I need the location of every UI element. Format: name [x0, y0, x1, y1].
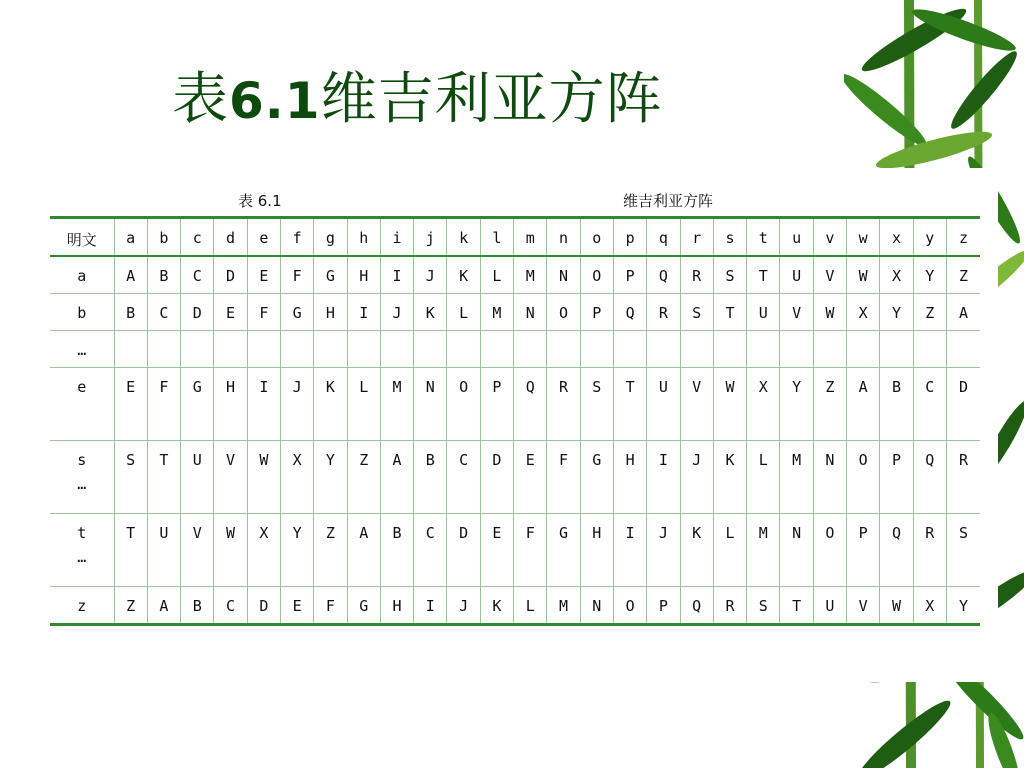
table-cell: A: [147, 587, 180, 625]
table-cell: F: [514, 514, 547, 587]
table-cell: S: [680, 294, 713, 331]
table-cell: S: [114, 441, 147, 514]
table-cell: V: [181, 514, 214, 587]
table-cell: D: [447, 514, 480, 587]
table-cell: I: [247, 368, 280, 441]
table-cell: M: [380, 368, 413, 441]
row-label-text: …: [77, 341, 87, 359]
table-cell: O: [547, 294, 580, 331]
row-label: [50, 256, 114, 294]
row-label-text: e: [77, 378, 87, 396]
table-cell: T: [114, 514, 147, 587]
table-cell: X: [247, 514, 280, 587]
table-cell: [181, 331, 214, 368]
table-cell: J: [414, 256, 447, 294]
table-cell: S: [580, 368, 613, 441]
row-label: [50, 514, 114, 587]
table-cell: S: [946, 514, 980, 587]
table-cell: A: [114, 256, 147, 294]
table-cell: Q: [514, 368, 547, 441]
table-row: [50, 331, 980, 368]
table-cell: T: [147, 441, 180, 514]
table-row: [50, 294, 980, 331]
header-cell-c: c: [181, 218, 214, 257]
table-cell: F: [147, 368, 180, 441]
table-cell: M: [514, 256, 547, 294]
table-cell: T: [780, 587, 813, 625]
table-cell: W: [813, 294, 846, 331]
title-suffix: 维吉利亚方阵: [320, 67, 663, 132]
header-cell-j: j: [414, 218, 447, 257]
header-cell-k: k: [447, 218, 480, 257]
title-number: 6.1: [229, 72, 321, 130]
table-cell: [414, 331, 447, 368]
table-cell: Q: [680, 587, 713, 625]
table-cell: [247, 331, 280, 368]
table-cell: E: [280, 587, 313, 625]
table-cell: L: [514, 587, 547, 625]
table-cell: [347, 331, 380, 368]
table-cell: L: [347, 368, 380, 441]
table-cell: Z: [114, 587, 147, 625]
table-cell: Q: [613, 294, 646, 331]
header-cell-b: b: [147, 218, 180, 257]
vigenere-table-image: [40, 168, 998, 682]
row-label: [50, 368, 114, 441]
table-cell: Z: [813, 368, 846, 441]
table-cell: [380, 331, 413, 368]
table-row: [50, 587, 980, 625]
table-cell: U: [780, 256, 813, 294]
table-cell: U: [181, 441, 214, 514]
title-prefix: 表: [172, 67, 229, 132]
table-row: [50, 441, 980, 514]
table-cell: P: [480, 368, 513, 441]
table-cell: W: [214, 514, 247, 587]
table-cell: P: [647, 587, 680, 625]
table-cell: F: [280, 256, 313, 294]
table-cell: E: [247, 256, 280, 294]
header-cell-p: p: [613, 218, 646, 257]
table-cell: S: [747, 587, 780, 625]
table-cell: Y: [913, 256, 946, 294]
header-cell-w: w: [847, 218, 880, 257]
table-cell: B: [114, 294, 147, 331]
table-cell: J: [647, 514, 680, 587]
slide-title: [172, 67, 663, 132]
table-cell: J: [447, 587, 480, 625]
table-caption-title: 维吉利亚方阵: [623, 192, 714, 210]
table-cell: L: [480, 256, 513, 294]
table-cell: D: [214, 256, 247, 294]
table-cell: B: [880, 368, 913, 441]
header-cell-x: x: [880, 218, 913, 257]
table-cell: K: [314, 368, 347, 441]
table-cell: F: [547, 441, 580, 514]
table-cell: R: [547, 368, 580, 441]
header-cell-l: l: [480, 218, 513, 257]
table-cell: H: [314, 294, 347, 331]
row-label: [50, 294, 114, 331]
table-cell: D: [480, 441, 513, 514]
table-cell: B: [147, 256, 180, 294]
table-cell: W: [247, 441, 280, 514]
table-cell: A: [847, 368, 880, 441]
table-cell: F: [314, 587, 347, 625]
table-cell: O: [613, 587, 646, 625]
table-cell: Z: [946, 256, 980, 294]
table-cell: K: [414, 294, 447, 331]
table-cell: I: [647, 441, 680, 514]
table-cell: [114, 331, 147, 368]
table-cell: V: [813, 256, 846, 294]
table-cell: U: [147, 514, 180, 587]
table-cell: H: [580, 514, 613, 587]
table-cell: X: [747, 368, 780, 441]
table-cell: [480, 331, 513, 368]
table-cell: M: [547, 587, 580, 625]
row-label-text: a: [77, 267, 87, 285]
table-cell: [680, 331, 713, 368]
table-cell: X: [880, 256, 913, 294]
table-cell: [813, 331, 846, 368]
table-cell: Q: [880, 514, 913, 587]
table-cell: A: [347, 514, 380, 587]
header-cell-a: a: [114, 218, 147, 257]
table-cell: V: [214, 441, 247, 514]
table-cell: P: [613, 256, 646, 294]
table-cell: [713, 331, 746, 368]
table-cell: H: [613, 441, 646, 514]
table-cell: K: [447, 256, 480, 294]
table-cell: R: [713, 587, 746, 625]
header-cell-s: s: [713, 218, 746, 257]
table-cell: C: [414, 514, 447, 587]
table-cell: J: [680, 441, 713, 514]
table-cell: U: [647, 368, 680, 441]
table-cell: B: [414, 441, 447, 514]
table-cell: P: [847, 514, 880, 587]
header-cell-q: q: [647, 218, 680, 257]
table-row: [50, 514, 980, 587]
table-cell: Q: [647, 256, 680, 294]
table-cell: L: [747, 441, 780, 514]
table-cell: R: [913, 514, 946, 587]
table-cell: O: [580, 256, 613, 294]
table-cell: R: [946, 441, 980, 514]
table-cell: U: [747, 294, 780, 331]
table-cell: [847, 331, 880, 368]
table-header-row: [50, 218, 980, 257]
table-cell: Z: [314, 514, 347, 587]
table-cell: [880, 331, 913, 368]
table-cell: H: [214, 368, 247, 441]
header-cell-z: z: [946, 218, 980, 257]
table-cell: G: [181, 368, 214, 441]
table-cell: N: [414, 368, 447, 441]
table-cell: [780, 331, 813, 368]
table-cell: C: [147, 294, 180, 331]
table-cell: I: [347, 294, 380, 331]
table-cell: X: [847, 294, 880, 331]
table-cell: G: [347, 587, 380, 625]
row-label: [50, 587, 114, 625]
table-cell: [613, 331, 646, 368]
table-cell: X: [913, 587, 946, 625]
table-cell: I: [613, 514, 646, 587]
table-cell: Y: [280, 514, 313, 587]
table-cell: T: [747, 256, 780, 294]
table-cell: B: [380, 514, 413, 587]
header-cell-n: n: [547, 218, 580, 257]
table-cell: X: [280, 441, 313, 514]
table-cell: M: [480, 294, 513, 331]
table-cell: H: [347, 256, 380, 294]
table-cell: C: [181, 256, 214, 294]
table-cell: [547, 331, 580, 368]
table-cell: J: [280, 368, 313, 441]
header-cell-i: i: [380, 218, 413, 257]
table-cell: [147, 331, 180, 368]
table-cell: Y: [780, 368, 813, 441]
table-cell: T: [613, 368, 646, 441]
table-cell: [580, 331, 613, 368]
header-cell-f: f: [280, 218, 313, 257]
table-cell: M: [747, 514, 780, 587]
table-cell: I: [380, 256, 413, 294]
table-cell: Z: [913, 294, 946, 331]
header-cell-r: r: [680, 218, 713, 257]
table-cell: I: [414, 587, 447, 625]
table-cell: G: [580, 441, 613, 514]
table-cell: O: [813, 514, 846, 587]
table-cell: D: [946, 368, 980, 441]
table-cell: E: [514, 441, 547, 514]
table-cell: Y: [946, 587, 980, 625]
header-cell-v: v: [813, 218, 846, 257]
table-cell: L: [713, 514, 746, 587]
header-cell-plaintext: 明文: [50, 218, 114, 257]
table-cell: H: [380, 587, 413, 625]
table-cell: O: [447, 368, 480, 441]
table-cell: K: [480, 587, 513, 625]
table-cell: C: [214, 587, 247, 625]
row-label-continuation: …: [77, 475, 87, 493]
table-caption-number: 表 6.1: [238, 192, 282, 210]
table-cell: U: [813, 587, 846, 625]
table-cell: K: [680, 514, 713, 587]
header-cell-e: e: [247, 218, 280, 257]
table-cell: [214, 331, 247, 368]
row-label-text: b: [77, 304, 87, 322]
table-cell: F: [247, 294, 280, 331]
table-cell: A: [380, 441, 413, 514]
row-label-continuation: …: [77, 548, 87, 566]
table-cell: W: [847, 256, 880, 294]
table-cell: N: [547, 256, 580, 294]
table-cell: Z: [347, 441, 380, 514]
table-cell: M: [780, 441, 813, 514]
table-cell: C: [913, 368, 946, 441]
table-cell: V: [680, 368, 713, 441]
table-cell: O: [847, 441, 880, 514]
table-cell: Y: [314, 441, 347, 514]
header-cell-d: d: [214, 218, 247, 257]
table-cell: T: [713, 294, 746, 331]
table-cell: R: [647, 294, 680, 331]
header-cell-o: o: [580, 218, 613, 257]
table-cell: E: [480, 514, 513, 587]
table-cell: R: [680, 256, 713, 294]
header-cell-t: t: [747, 218, 780, 257]
table-cell: N: [580, 587, 613, 625]
table-cell: D: [247, 587, 280, 625]
row-label-text: t: [77, 524, 87, 542]
header-cell-h: h: [347, 218, 380, 257]
table-cell: G: [314, 256, 347, 294]
table-cell: G: [547, 514, 580, 587]
table-cell: G: [280, 294, 313, 331]
row-label: [50, 331, 114, 368]
table-cell: [946, 331, 980, 368]
table-cell: [913, 331, 946, 368]
row-label-text: s: [77, 451, 87, 469]
table-cell: P: [580, 294, 613, 331]
table-cell: L: [447, 294, 480, 331]
header-cell-g: g: [314, 218, 347, 257]
row-label-text: z: [77, 597, 87, 615]
table-cell: S: [713, 256, 746, 294]
table-row: [50, 256, 980, 294]
row-label: [50, 441, 114, 514]
header-cell-y: y: [913, 218, 946, 257]
table-cell: N: [813, 441, 846, 514]
header-cell-u: u: [780, 218, 813, 257]
table-cell: [447, 331, 480, 368]
table-cell: C: [447, 441, 480, 514]
table-cell: B: [181, 587, 214, 625]
header-cell-m: m: [514, 218, 547, 257]
table-cell: N: [780, 514, 813, 587]
table-cell: D: [181, 294, 214, 331]
vigenere-square-table: [50, 216, 980, 626]
table-row: [50, 368, 980, 441]
table-cell: [314, 331, 347, 368]
table-cell: [647, 331, 680, 368]
table-cell: Q: [913, 441, 946, 514]
table-cell: [514, 331, 547, 368]
table-cell: P: [880, 441, 913, 514]
table-cell: E: [114, 368, 147, 441]
table-cell: V: [847, 587, 880, 625]
table-cell: J: [380, 294, 413, 331]
table-cell: V: [780, 294, 813, 331]
table-cell: E: [214, 294, 247, 331]
table-cell: [747, 331, 780, 368]
table-cell: A: [946, 294, 980, 331]
table-cell: W: [713, 368, 746, 441]
table-cell: Y: [880, 294, 913, 331]
table-cell: N: [514, 294, 547, 331]
table-cell: W: [880, 587, 913, 625]
table-cell: K: [713, 441, 746, 514]
table-cell: [280, 331, 313, 368]
